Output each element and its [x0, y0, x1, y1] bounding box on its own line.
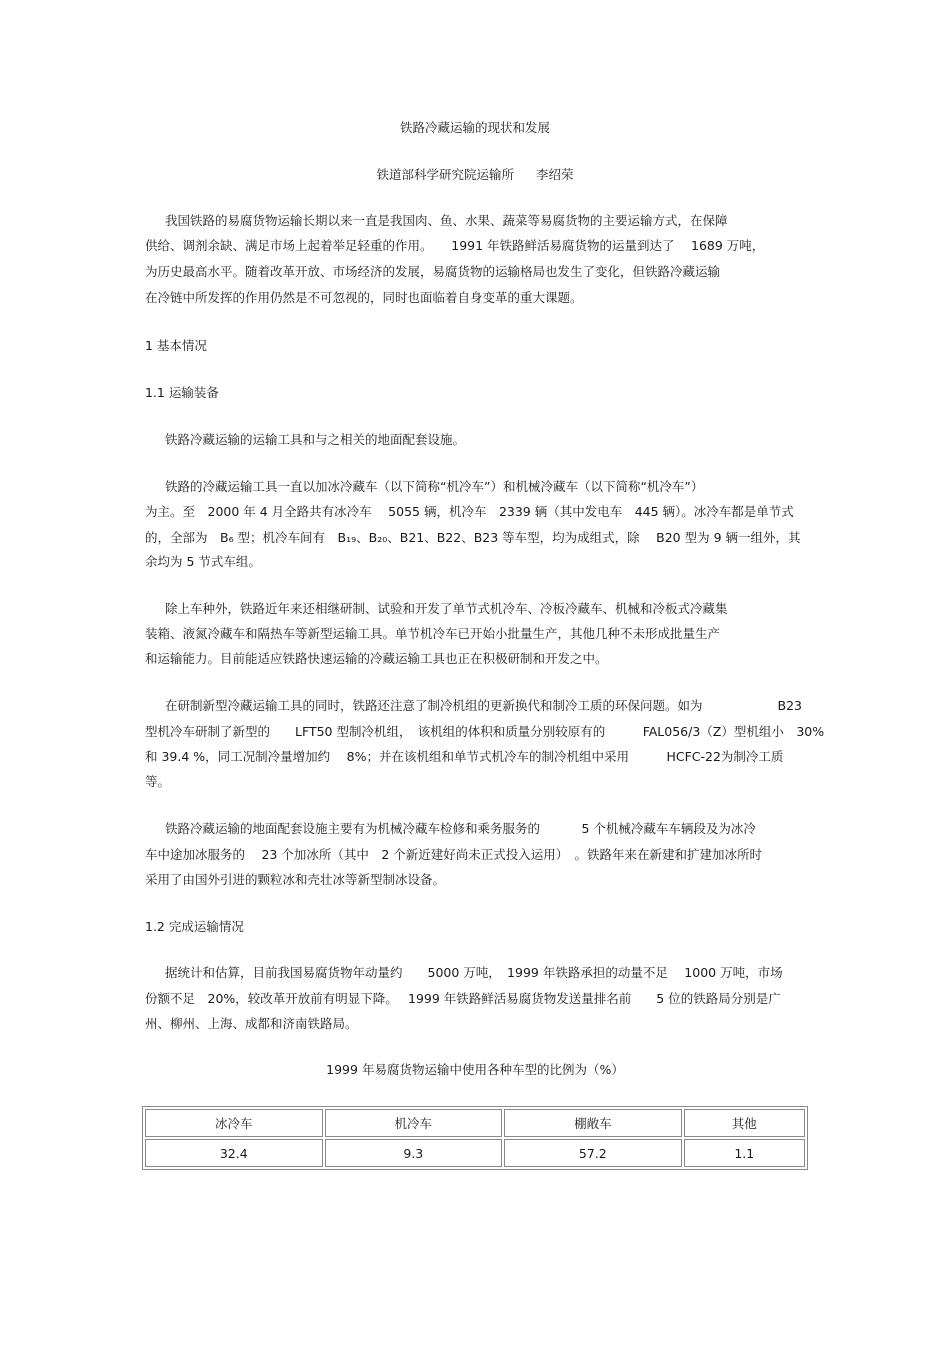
paragraph-line: 的，全部为 B₆ 型；机冷车间有 B₁₉、B₂₀、B21、B22、B23 等车型，均为成组式，除 B20 型为 9 辆一组外，其: [145, 530, 801, 545]
vehicle-share-table: [142, 1106, 808, 1170]
paragraph-line: 据统计和估算，目前我国易腐货物年动量约 5000 万吨， 1999 年铁路承担的动量不足 1000 万吨，市场: [165, 965, 783, 980]
table-cell: 9.3: [325, 1139, 503, 1167]
paragraph-line: 车中途加冰服务的 23 个加冰所（其中 2 个新近建好尚未正式投入运用） 。铁路年来在新建和扩建加冰所时: [145, 847, 763, 862]
paragraph-line: 铁路冷藏运输的地面配套设施主要有为机械冷藏车检修和乘务服务的 5 个机械冷藏车车辆段及为冰冷: [165, 821, 756, 836]
paragraph-line: 州、柳州、上海、成都和济南铁路局。: [145, 1016, 358, 1031]
document-title: 铁路冷藏运输的现状和发展: [399, 120, 550, 135]
table-header-cell: 冰冷车: [145, 1109, 323, 1137]
paragraph-line: 铁路冷藏运输的运输工具和与之相关的地面配套设施。: [165, 432, 466, 447]
paragraph-line: 采用了由国外引进的颗粒冰和壳壮冰等新型制冰设备。: [145, 872, 446, 887]
section-heading: 1 基本情况: [145, 338, 207, 353]
paragraph-line: 为主。至 2000 年 4 月全路共有冰冷车 5055 辆，机冷车 2339 辆（其中发电车 445 辆）。冰冷车都是单节式: [145, 504, 794, 519]
paragraph-line: 装箱、液氮冷藏车和隔热车等新型运输工具。单节机冷车已开始小批量生产，其他几种不未形成批量生产: [145, 626, 721, 641]
paragraph-line: 除上车种外，铁路近年来还相继研制、试验和开发了单节式机冷车、冷板冷藏车、机械和冷板式冷藏集: [165, 601, 728, 616]
paragraph-line: 和 39.4 %，同工况制冷量增加约 8%；并在该机组和单节式机冷车的制冷机组中采用 HCFC-22为制冷工质: [145, 749, 784, 764]
paragraph-line: 铁路的冷藏运输工具一直以加冰冷藏车（以下简称“机冷车”）和机械冷藏车（以下简称“机冷车”）: [165, 479, 704, 494]
table-cell: 1.1: [684, 1139, 805, 1167]
author-line: 铁道部科学研究院运输所 李绍荣: [376, 167, 574, 182]
table-header-cell: 其他: [684, 1109, 805, 1137]
table-row: [145, 1139, 805, 1167]
table-header-cell: 棚敞车: [504, 1109, 682, 1137]
table-caption: 1999 年易腐货物运输中使用各种车型的比例为（%）: [326, 1062, 624, 1077]
paragraph-line: 型机冷车研制了新型的 LFT50 型制冷机组， 该机组的体积和质量分别较原有的 FAL056/3（Z）型机组小 30%: [145, 724, 825, 739]
table-header-row: [145, 1109, 805, 1137]
table-cell: 57.2: [504, 1139, 682, 1167]
paragraph-line: 我国铁路的易腐货物运输长期以来一直是我国肉、鱼、水果、蔬菜等易腐货物的主要运输方式，在保障: [165, 213, 728, 228]
subsection-heading: 1.1 运输装备: [145, 385, 219, 400]
table-cell: 32.4: [145, 1139, 323, 1167]
paragraph-line: 为历史最高水平。随着改革开放、市场经济的发展，易腐货物的运输格局也发生了变化，但铁路冷藏运输: [145, 264, 721, 279]
paragraph-line: 和运输能力。目前能适应铁路快速运输的冷藏运输工具也正在积极研制和开发之中。: [145, 651, 608, 666]
paragraph-line: 供给、调剂余缺、满足市场上起着举足轻重的作用。 1991 年铁路鲜活易腐货物的运量到达了 1689 万吨，: [145, 238, 765, 253]
subsection-heading: 1.2 完成运输情况: [145, 919, 244, 934]
paragraph-line: 份额不足 20%，较改革开放前有明显下降。 1999 年铁路鲜活易腐货物发送量排名前 5 位的铁路局分别是广: [145, 991, 781, 1006]
table-header-cell: 机冷车: [325, 1109, 503, 1137]
paragraph-line: 在冷链中所发挥的作用仍然是不可忽视的，同时也面临着自身变革的重大课题。: [145, 290, 583, 305]
paragraph-line: 等。: [145, 774, 171, 789]
paragraph-line: 在研制新型冷藏运输工具的同时，铁路还注意了制冷机组的更新换代和制冷工质的环保问题。如为 B23: [165, 698, 802, 713]
paragraph-line: 余均为 5 节式车组。: [145, 554, 261, 569]
